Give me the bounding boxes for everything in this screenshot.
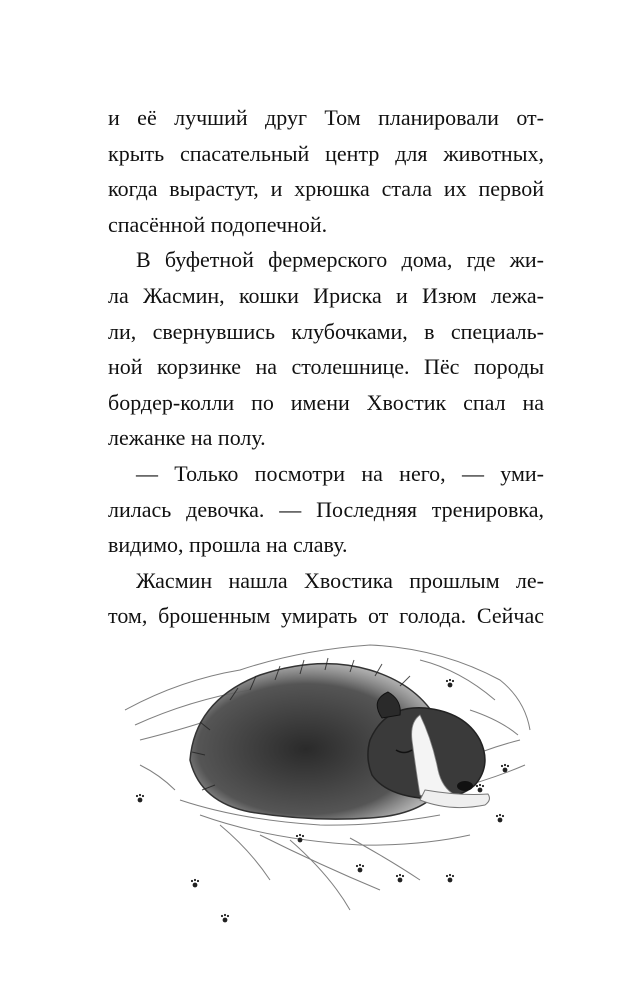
text-line: ли, свернувшись клубочками, в специаль- [108,318,544,344]
text-line: лежанке на полу. [108,425,266,451]
text-line: лилась девочка. — Последняя тренировка, [108,496,544,522]
text-line: — Только посмотри на него, — уми- [136,460,544,486]
text-line: Жасмин нашла Хвостика прошлым ле- [136,567,544,593]
text-line: ной корзинке на столешнице. Пёс породы [108,354,544,380]
text-line: видимо, прошла на славу. [108,532,348,558]
text-line: крыть спасательный центр для животных, [108,140,544,166]
text-line: и её лучший друг Том планировали от- [108,105,544,130]
text-line: В буфетной фермерского дома, где жи- [136,247,544,273]
text-line: спасённой подопечной. [108,211,328,237]
text-line: когда вырастут, и хрюшка стала их первой [108,176,544,202]
sleeping-dog-sketch-icon [120,590,540,930]
text-line: ла Жасмин, кошки Ириска и Изюм лежа- [108,282,544,308]
body-text [108,100,544,634]
text-line: том, брошенным умирать от голода. Сейчас [108,603,544,629]
text-line: бордер-колли по имени Хвостик спал на [108,389,544,415]
